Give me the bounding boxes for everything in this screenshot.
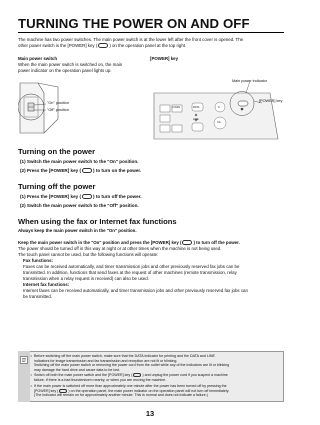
off-position-label: "Off" position xyxy=(47,108,69,112)
page-title: TURNING THE POWER ON AND OFF xyxy=(18,16,250,31)
turning-on-heading: Turning on the power xyxy=(18,147,96,156)
main-switch-description xyxy=(18,62,148,74)
note-text: (The indicator will remain on for approximately another minute. This is normal and does not indicate a failure.) xyxy=(34,393,208,398)
turning-on-step-2 xyxy=(20,168,141,173)
panel-label-c: C xyxy=(218,106,220,109)
on-position-label: "On" position xyxy=(47,101,69,105)
power-key-label: [POWER] key xyxy=(259,99,283,103)
fax-line-3: The touch panel cannot be used, but the following functions will operate: xyxy=(18,252,159,257)
intro-line-2 xyxy=(18,43,284,49)
note-text-part: ) and unplug the power cord if you suspect a machine xyxy=(142,373,228,377)
note-item-2 xyxy=(34,373,280,382)
fax-functions-text-3: transmission when a relay request is received) can also be used. xyxy=(23,276,149,281)
main-switch-line-1: When the main power switch is switched on, the main xyxy=(18,62,123,67)
panel-label-ca: CA xyxy=(217,121,221,124)
note-text: • Before switching off the main power switch, make sure that the DATA indicator for printing and the DATA and LINE xyxy=(34,354,215,358)
page-number: 13 xyxy=(145,409,155,418)
step-text: ) to turn on the power. xyxy=(93,168,142,173)
fax-subheading: Always keep the main power switch in the "On" position. xyxy=(18,228,137,233)
note-text-part: Switch off both the main power switch and the [POWER] key ( xyxy=(34,373,133,377)
power-key-icon xyxy=(82,168,92,173)
main-switch-line-2: power indicator on the operation panel lights up. xyxy=(18,68,112,73)
intro-text: other power switch is the [POWER] key ( xyxy=(18,43,98,48)
intro-paragraph xyxy=(18,37,284,49)
power-key-icon xyxy=(59,389,67,393)
note-item-3 xyxy=(34,384,280,398)
turning-off-heading: Turning off the power xyxy=(18,182,96,191)
main-switch-heading: Main power switch xyxy=(18,56,58,61)
fax-body xyxy=(18,240,284,300)
internet-fax-text-1: Internet faxes can be received automatically, and timer transmission jobs and other previously reserved fax jobs can xyxy=(23,288,248,293)
fax-functions-text-2: transmitted. In addition, functions that send faxes at the request of other machines (remote transmission, relay xyxy=(23,270,237,275)
fax-functions-label: Fax functions: xyxy=(23,258,54,263)
note-text-part: [POWER] key ( xyxy=(34,388,59,393)
main-power-indicator-label: Main power indicator xyxy=(232,79,268,83)
step-text: ) to turn off the power. xyxy=(93,194,142,199)
turning-off-step-1 xyxy=(20,194,142,199)
power-key-icon xyxy=(82,194,92,199)
power-key-icon xyxy=(98,43,108,48)
fax-functions-text-1: Faxes can be received automatically, and timer transmission jobs and other previously reserved fax jobs can be xyxy=(23,264,240,269)
note-text: Switching off the main power switch or removing the power cord from the outlet while any of the indicators are lit or blinking xyxy=(34,363,230,368)
note-text: failure, if there is a bad thunderstorm nearby, or when you are moving the machine. xyxy=(34,377,167,382)
note-text: may damage the hard drive and cause data to be lost. xyxy=(34,367,120,372)
panel-label-line: LINE xyxy=(193,118,199,121)
note-text: indicators for image transmission and fax transmission and reception are not lit or blinking. xyxy=(34,358,178,363)
note-icon xyxy=(20,356,28,364)
power-key-icon xyxy=(182,240,192,245)
fax-heading: When using the fax or Internet fax functions xyxy=(18,217,177,226)
fax-text: Keep the main power switch in the "On" position and press the [POWER] key ( xyxy=(18,240,182,245)
fax-text: ) to turn off the power. xyxy=(193,240,240,245)
title-divider xyxy=(18,32,284,33)
internet-fax-text-2: be transmitted. xyxy=(23,294,53,299)
fax-line-2: The power should be turned off in this way at night or at other times when the machine is not being used. xyxy=(18,246,222,251)
operation-panel-illustration xyxy=(150,79,282,141)
power-key-heading: [POWER] key xyxy=(150,56,179,61)
note-text: • If the main power is switched off more than approximately one minute after the power has been turned off by pressing the xyxy=(34,384,227,388)
power-key-icon xyxy=(133,373,141,377)
intro-text: ) on the operation panel at the top right. xyxy=(109,43,187,48)
main-power-switch-illustration xyxy=(18,79,128,135)
intro-line-1: The machine has two power switches. The main power switch is at the lower left after the front cover is opened. The xyxy=(18,37,244,42)
panel-label-data: DATA xyxy=(193,106,200,109)
panel-label-login: LOGIN xyxy=(172,106,181,109)
note-item-1 xyxy=(34,354,280,372)
step-text: (2) Press the [POWER] key ( xyxy=(20,168,82,173)
note-text-part: ) on the operation panel, the main power indicator on the operation panel will not turn off immediately. xyxy=(68,388,230,393)
turning-off-step-2: (2) Switch the main power switch to the "Off" position. xyxy=(20,203,139,208)
turning-on-step-1: (1) Switch the main power switch to the "On" position. xyxy=(20,159,139,164)
step-text: (1) Press the [POWER] key ( xyxy=(20,194,82,199)
internet-fax-label: Internet fax functions: xyxy=(23,282,70,287)
